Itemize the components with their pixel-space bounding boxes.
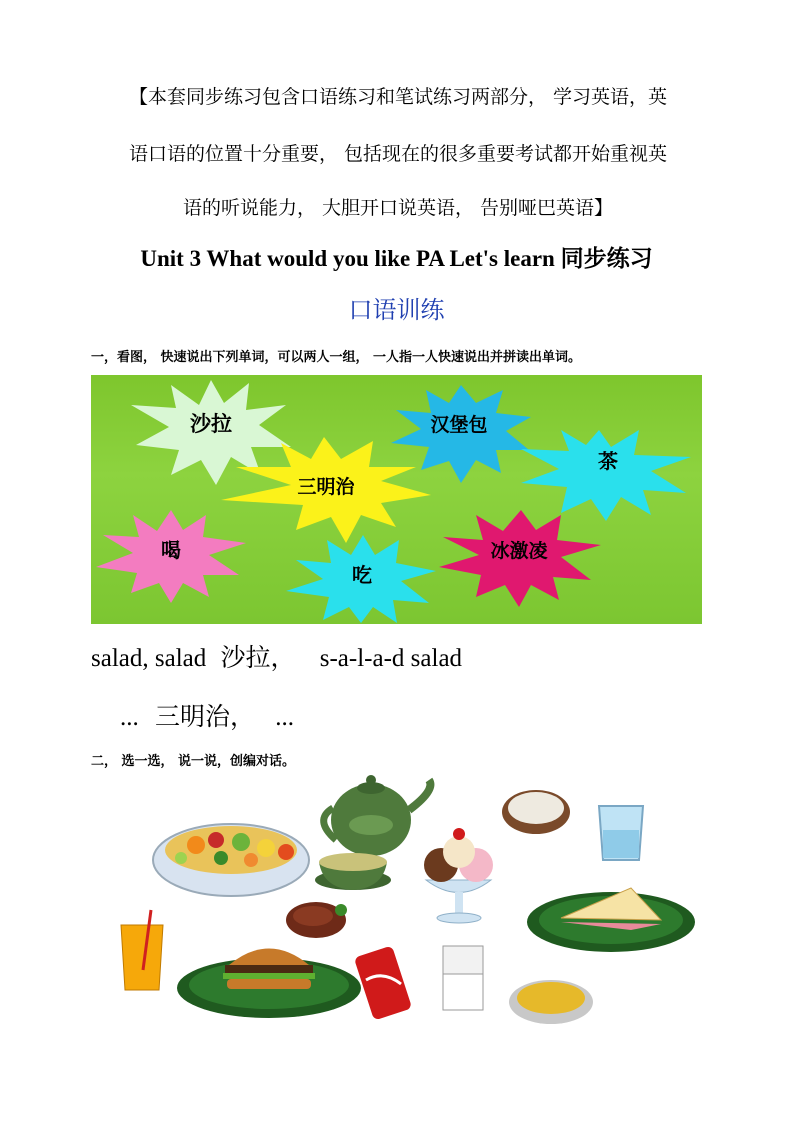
teapot-icon [324,775,431,856]
food-collage-svg [91,770,702,1030]
intro-line-1: 【本套同步练习包含口语练习和笔试练习两部分， 学习英语，英 [128,86,668,108]
ice-cream-icon [424,828,493,923]
star-tea [521,430,691,521]
example2-chinese: 三明治， [155,702,256,731]
vocab-picture-panel [91,375,702,624]
cola-can-icon [354,945,412,1020]
example2-ellipsis-after: ... [275,704,295,731]
star-label-tea: 茶 [598,449,618,473]
water-glass-icon [599,806,643,860]
star-eat [286,535,436,623]
salad-icon [153,824,309,896]
star-shape [521,430,691,521]
star-label-drink: 喝 [161,538,181,562]
star-label-hamburger: 汉堡包 [430,414,488,436]
star-label-salad: 沙拉 [190,412,232,436]
example-line-1 [91,638,462,674]
star-label-sandwich: 三明治 [297,476,355,498]
example1-chinese: 沙拉， [220,643,296,672]
star-label-icecream: 冰激凌 [490,540,548,562]
intro-line-2: 语口语的位置十分重要， 包括现在的很多重要考试都开始重视英 [128,143,668,165]
steak-icon [286,902,347,938]
section-heading: 口语训练 [348,296,445,324]
food-picture-collage [91,770,702,1030]
star-drink [96,510,246,603]
noodles-icon [509,980,593,1024]
sandwich-icon [527,888,695,952]
rice-bowl-icon [502,790,570,834]
hamburger-icon [177,949,361,1019]
vocab-stars [91,375,702,624]
example2-ellipsis-before: ... [120,704,139,731]
page-title: Unit 3 What would you like PA Let's learn 同步练习 [140,246,653,271]
example-line-2 [120,697,294,733]
tea-cup-icon [315,853,391,890]
part2-instruction: 二， 选一选， 说一说，创编对话。 [91,754,296,769]
star-label-eat: 吃 [352,563,372,587]
star-icecream [439,510,601,607]
example1-english: salad, salad [91,645,207,672]
part1-instruction: 一，看图， 快速说出下列单词，可以两人一组， 一人指一人快速说出并拼读出单词。 [91,350,582,365]
example1-spelling: s-a-l-a-d salad [319,645,463,672]
intro-line-3: 语的听说能力， 大胆开口说英语， 告别哑巴英语】 [182,197,614,219]
juice-icon [121,910,163,990]
milk-icon [443,946,483,1010]
